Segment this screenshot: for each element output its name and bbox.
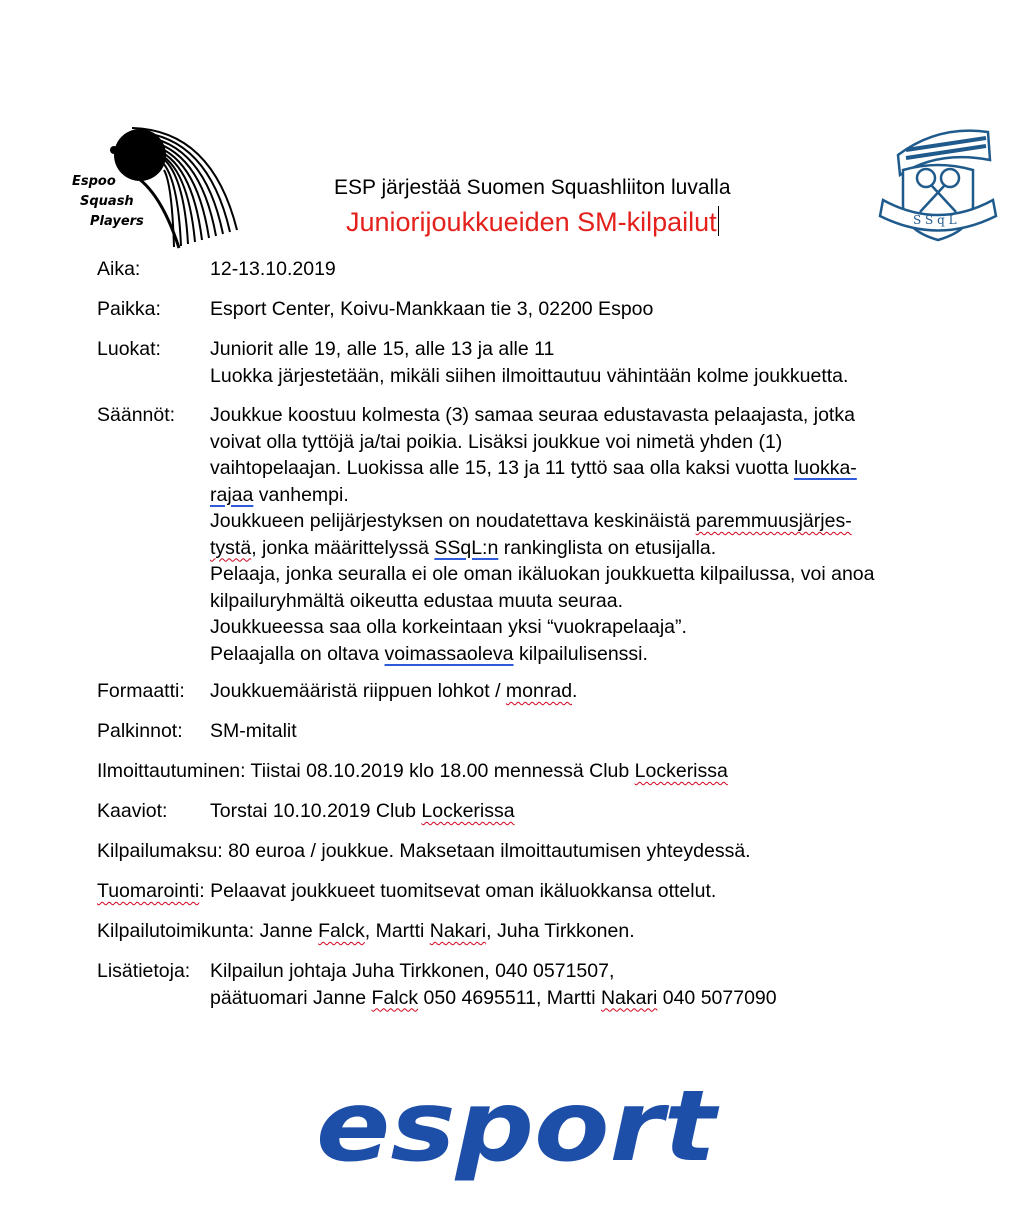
spelling-flag: Lockerissa xyxy=(634,760,728,782)
paikka-value: Esport Center, Koivu-Mankkaan tie 3, 02200 Espoo xyxy=(210,298,654,320)
ssql-text: S S q L xyxy=(913,213,957,227)
grammar-flag: luokka- xyxy=(793,457,857,479)
text-span: : Pelaavat joukkueet tuomitsevat oman ikäluokkansa ottelut. xyxy=(199,880,717,902)
text-span: , jonka määrittelyssä xyxy=(251,536,435,559)
formaatti-value xyxy=(210,678,577,705)
saannot-line-9: Joukkueessa saa olla korkeintaan yksi “vuokrapelaaja”. xyxy=(210,616,687,638)
text-cursor xyxy=(718,206,719,236)
luokat-value xyxy=(210,336,848,389)
luokat-line-2: Luokka järjestetään, mikäli siihen ilmoittautuu vähintään kolme joukkuetta. xyxy=(210,364,849,387)
saannot-value xyxy=(210,402,875,667)
text-span: Ilmoittautuminen: Tiistai 08.10.2019 klo 18.00 mennessä Club xyxy=(97,760,635,782)
text-span: kilpailulisenssi. xyxy=(513,642,648,665)
saannot-line-1: Joukkue koostuu kolmesta (3) samaa seuraa edustavasta pelaajasta, jotka xyxy=(210,404,855,426)
text-span: Pelaajalla on oltava xyxy=(210,642,385,665)
esport-logo-text: esport xyxy=(316,1080,720,1184)
row-ilmoittautuminen xyxy=(97,758,728,785)
saannot-line-6 xyxy=(210,535,875,562)
aika-value: 12-13.10.2019 xyxy=(210,258,336,280)
text-span: . xyxy=(572,680,578,702)
luokat-label: Luokat: xyxy=(97,338,161,360)
saannot-line-3 xyxy=(210,455,875,482)
row-toimikunta xyxy=(97,918,635,945)
lisatietoja-line-1: Kilpailun johtaja Juha Tirkkonen, 040 0571507, xyxy=(210,960,615,982)
saannot-line-8: kilpailuryhmältä oikeutta edustaa muuta seuraa. xyxy=(210,589,623,612)
spelling-flag: paremmuusjärjes- xyxy=(695,510,852,532)
squash-text: Squash xyxy=(80,194,134,209)
saannot-line-2: voivat olla tyttöjä ja/tai poikia. Lisäksi joukkue voi nimetä yhden (1) xyxy=(210,430,783,453)
grammar-flag: voimassaoleva xyxy=(384,642,514,665)
lisatietoja-line-2 xyxy=(210,985,777,1012)
kaaviot-label: Kaaviot: xyxy=(97,800,168,822)
players-text: Players xyxy=(90,214,144,229)
row-tuomarointi xyxy=(97,878,716,905)
luokat-line-1: Juniorit alle 19, alle 15, alle 13 ja alle 11 xyxy=(210,338,555,360)
page-title xyxy=(346,206,719,238)
header-subtitle: ESP järjestää Suomen Squashliiton luvalla xyxy=(334,176,731,199)
spelling-flag: Nakari xyxy=(429,920,487,942)
kaaviot-value xyxy=(210,798,515,825)
text-span: Joukkueen pelijärjestyksen on noudatettava keskinäistä xyxy=(210,510,696,532)
formaatti-label: Formaatti: xyxy=(97,680,185,702)
espoo-text: Espoo xyxy=(72,174,116,189)
esport-logo xyxy=(310,1080,730,1190)
row-kilpailumaksu: Kilpailumaksu: 80 euroa / joukkue. Maksetaan ilmoittautumisen yhteydessä. xyxy=(97,840,751,862)
saannot-line-4 xyxy=(210,482,875,509)
text-span: Kilpailutoimikunta: Janne xyxy=(97,920,319,942)
spelling-flag: Falck xyxy=(371,986,419,1009)
text-span: , Martti xyxy=(364,920,430,942)
lisatietoja-label: Lisätietoja: xyxy=(97,960,191,982)
palkinnot-label: Palkinnot: xyxy=(97,720,183,742)
text-span: 050 4695511, Martti xyxy=(418,986,601,1009)
spelling-flag: Lockerissa xyxy=(421,800,515,822)
spelling-flag: monrad xyxy=(505,680,573,702)
text-span: , Juha Tirkkonen. xyxy=(486,920,635,942)
spelling-flag: Tuomarointi xyxy=(97,880,200,902)
lisatietoja-value xyxy=(210,958,777,1011)
grammar-flag: SSqL:n xyxy=(434,536,499,559)
saannot-line-7: Pelaaja, jonka seuralla ei ole oman ikäluokan joukkuetta kilpailussa, voi anoa xyxy=(210,563,875,585)
aika-label: Aika: xyxy=(97,258,141,280)
text-span: 040 5077090 xyxy=(657,986,777,1009)
palkinnot-value: SM-mitalit xyxy=(210,720,297,742)
espoo-squash-players-logo xyxy=(62,120,242,255)
squash-ball-graphic xyxy=(114,129,166,181)
spelling-flag: tystä xyxy=(210,536,252,559)
page-title-text: Juniorijoukkueiden SM-kilpailut xyxy=(346,207,717,237)
ssql-logo xyxy=(878,120,998,245)
text-span: vanhempi. xyxy=(253,483,349,506)
saannot-line-10 xyxy=(210,641,875,668)
spelling-flag: Falck xyxy=(318,920,365,942)
text-span: vaihtopelaajan. Luokissa alle 15, 13 ja 11 tyttö saa olla kaksi vuotta xyxy=(210,457,794,479)
grammar-flag: rajaa xyxy=(210,483,254,506)
text-span: Torstai 10.10.2019 Club xyxy=(210,800,422,822)
text-span: rankinglista on etusijalla. xyxy=(498,536,717,559)
text-span: Joukkuemääristä riippuen lohkot / xyxy=(210,680,506,702)
text-span: päätuomari Janne xyxy=(210,986,372,1009)
paikka-label: Paikka: xyxy=(97,298,161,320)
saannot-line-5 xyxy=(210,508,875,535)
saannot-label: Säännöt: xyxy=(97,404,176,426)
spelling-flag: Nakari xyxy=(600,986,658,1009)
